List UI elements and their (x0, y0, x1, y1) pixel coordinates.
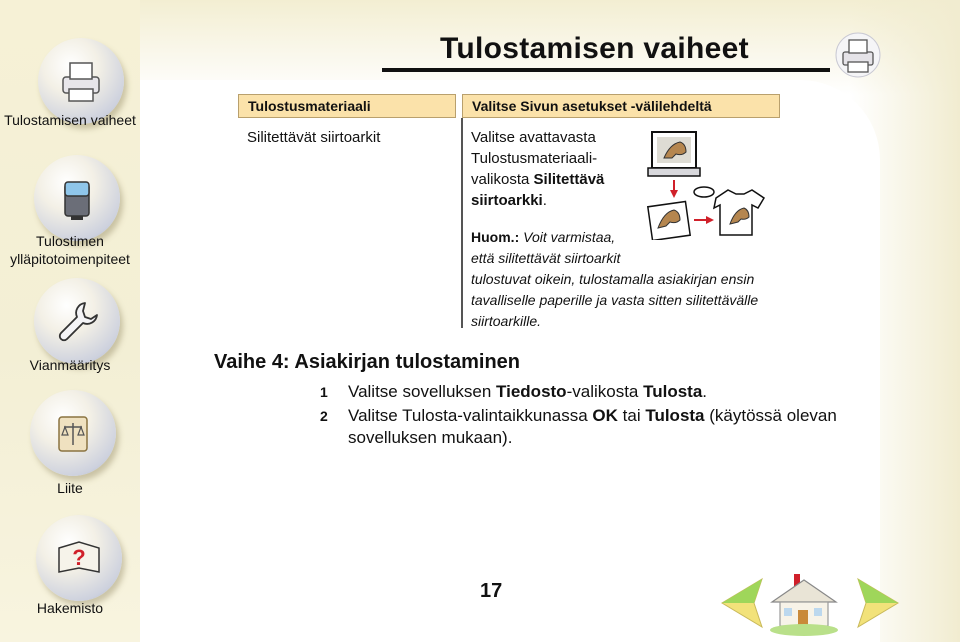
nav-button-troubleshooting[interactable] (34, 278, 120, 364)
nav-button-appendix[interactable] (30, 390, 116, 476)
previous-page-button[interactable] (714, 573, 766, 631)
wrench-icon (51, 295, 103, 347)
step-item-2: 2 Valitse Tulosta-valintaikkunassa OK tai Tulosta (käytössä olevan sovelluksen mukaan). (320, 406, 837, 447)
step-item-1: 1 Valitse sovelluksen Tiedosto-valikosta Tulosta. (320, 382, 708, 401)
help-book-icon (53, 532, 105, 584)
note-block: Huom.: Voit varmistaa, että silitettävät siirtoarkit tulostuvat oikein, tulostamalla asiakirjan ensin tavalliselle paperille ja vasta sitten silitettävälle siirtoarkille. (471, 229, 759, 329)
title-underline (382, 68, 830, 72)
nav-button-maintenance[interactable] (34, 155, 120, 241)
right-arrow-icon (854, 573, 906, 631)
nav-label-troubleshooting[interactable]: Vianmääritys (29, 357, 111, 373)
ink-cartridge-icon (51, 172, 103, 224)
printer-icon (55, 55, 107, 107)
step-heading: Vaihe 4: Asiakirjan tulostaminen (214, 351, 521, 373)
iron-on-transfer-illustration (646, 128, 766, 240)
table-column-divider (461, 118, 463, 328)
nav-label-maintenance[interactable]: Tulostimen ylläpitotoimenpiteet (10, 233, 130, 267)
left-arrow-icon (714, 573, 766, 631)
nav-label-appendix[interactable]: Liite (57, 480, 83, 496)
table-header-setting: Valitse Sivun asetukset -välilehdeltä (462, 94, 780, 118)
nav-label-printing-steps[interactable]: Tulostamisen vaiheet (4, 112, 136, 128)
note-label: Huom. (471, 229, 515, 245)
media-type-cell: Silitettävät siirtoarkit (247, 129, 381, 146)
page-number: 17 (480, 580, 503, 602)
home-icon (768, 572, 840, 636)
transfer-process-icon (646, 128, 766, 240)
scale-scroll-icon (47, 407, 99, 459)
page-title: Tulostamisen vaiheet (440, 32, 749, 65)
table-header-media: Tulostusmateriaali (238, 94, 456, 118)
setting-instruction-cell: Valitse avattavasta Tulostusmateriaali- valikosta Silitettävä siirtoarkki. (471, 129, 605, 209)
printer-icon (834, 30, 882, 80)
svg-text:?: ? (72, 545, 86, 570)
next-page-button[interactable] (854, 573, 906, 631)
nav-button-index[interactable] (36, 515, 122, 601)
title-printer-badge (834, 30, 882, 80)
nav-label-index[interactable]: Hakemisto (36, 600, 104, 616)
home-button[interactable] (768, 572, 840, 636)
